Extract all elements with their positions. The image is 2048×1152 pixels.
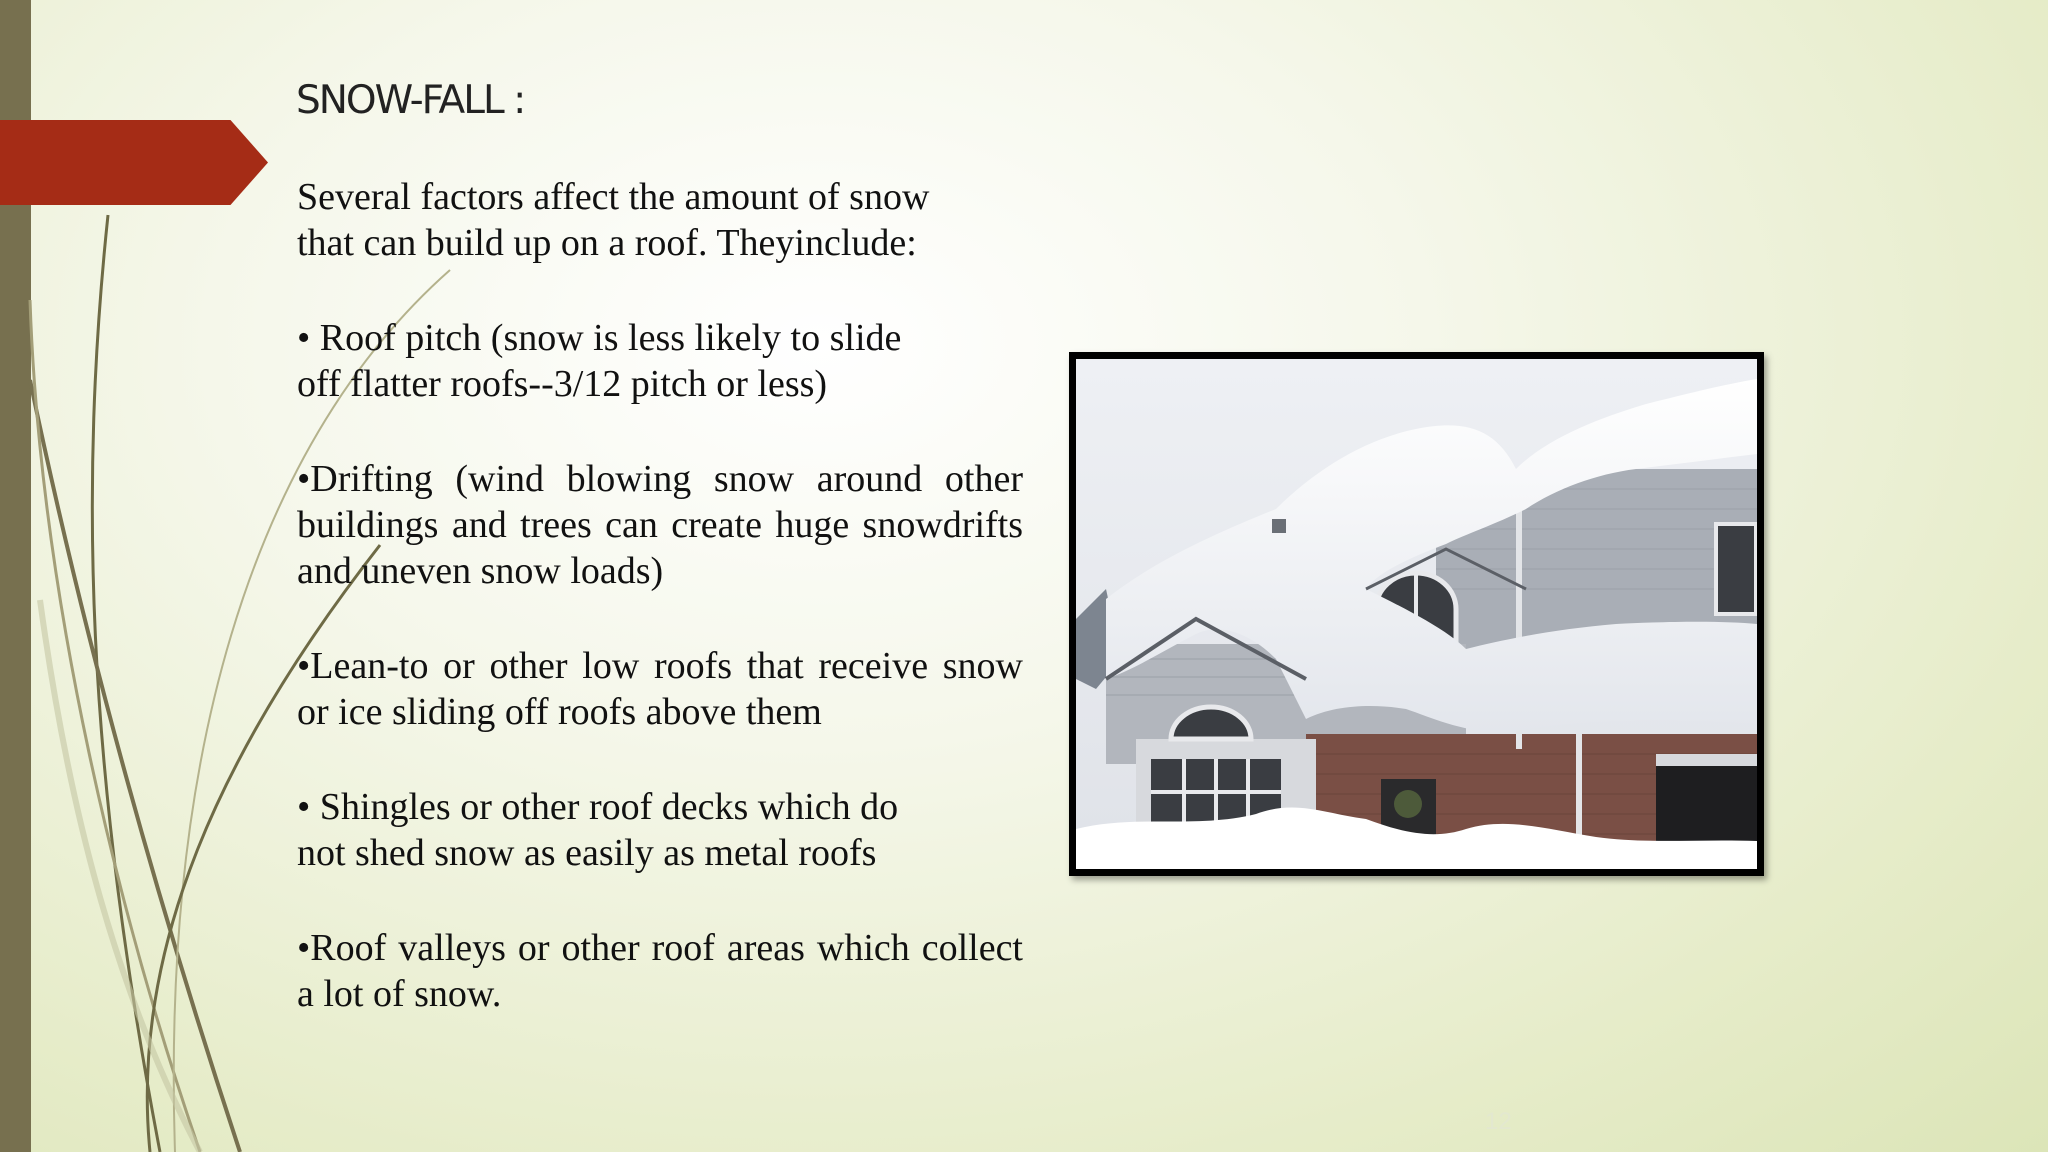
title-arrow-marker (0, 120, 268, 205)
slide-title: SNOW-FALL : (296, 78, 525, 123)
snow-house-photo (1069, 352, 1764, 876)
bullet-drifting: •Drifting (wind blowing snow around other buildings and trees can create huge snowdrifts and uneven snow loads) (297, 458, 1023, 592)
bullet-lean-to: •Lean-to or other low roofs that receive snow or ice sliding off roofs above them (297, 645, 1023, 733)
bullet-shingles: • Shingles or other roof decks which do not shed snow as easily as metal roofs (297, 786, 899, 874)
bullet-roof-valleys: •Roof valleys or other roof areas which collect a lot of snow. (297, 927, 1023, 1015)
bullet-roof-pitch: • Roof pitch (snow is less likely to slide off flatter roofs--3/12 pitch or less) (297, 317, 902, 405)
intro-paragraph: Several factors affect the amount of snow that can build up on a roof. Theyinclude: (297, 176, 930, 264)
snow-covered-house-photo-icon (1076, 359, 1757, 869)
page-number: 12 (1485, 1108, 1512, 1135)
